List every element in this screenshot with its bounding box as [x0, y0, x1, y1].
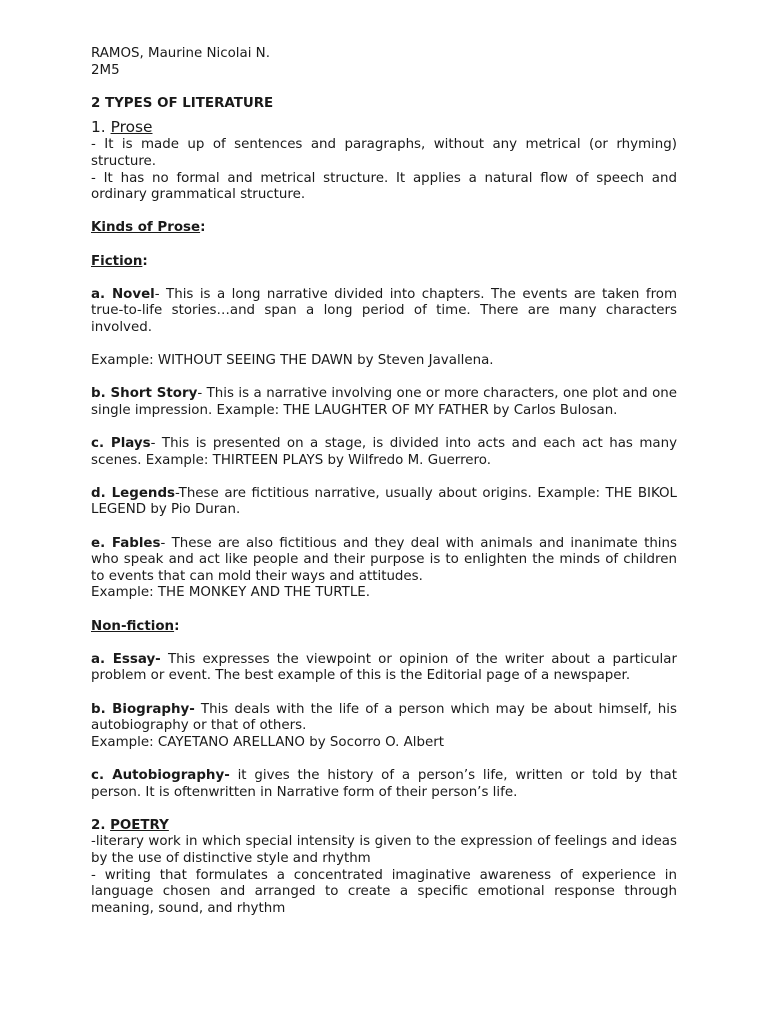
kinds-colon: : [200, 220, 206, 236]
kinds-of-prose-heading [91, 220, 677, 237]
item-label: d. Legends [91, 485, 176, 501]
item-text: - This is presented on a stage, is divided into acts and each act has many scenes. Example: THIRTEEN PLAYS by Wilfredo M. Guerrero. [91, 436, 677, 468]
item-label: c. Plays [91, 436, 151, 452]
nonfiction-item-autobiography [91, 768, 677, 801]
item-text: This expresses the viewpoint or opinion of the writer about a particular problem or event. The best example of this is the Editorial page of a newspaper. [91, 651, 677, 684]
item-label: c. Autobiography- [91, 767, 230, 783]
item-text: -These are fictitious narrative, usually about origins. Example: THE BIKOL LEGEND by Pio Duran. [91, 485, 677, 518]
prose-definition-1: - It is made up of sentences and paragraphs, without any metrical (or rhyming) structure. [91, 137, 677, 169]
prose-heading [91, 117, 677, 137]
novel-example: Example: WITHOUT SEEING THE DAWN by Steven Javallena. [91, 353, 494, 369]
kinds-of-prose-text: Kinds of Prose [91, 220, 201, 236]
fiction-heading [91, 254, 677, 271]
poetry-heading-text: POETRY [110, 817, 169, 833]
fiction-colon: : [142, 253, 148, 269]
prose-heading-text: Prose [110, 118, 153, 137]
nonfiction-colon: : [174, 618, 180, 634]
nonfiction-item-essay [91, 652, 677, 685]
nonfiction-heading [91, 619, 677, 636]
item-label: b. Short Story [91, 386, 198, 402]
fiction-item-novel [91, 287, 677, 337]
item-label: e. Fables [91, 535, 161, 551]
poetry-heading [91, 818, 677, 835]
nonfiction-item-biography [91, 702, 677, 735]
fiction-item-short-story [91, 386, 677, 419]
fiction-heading-text: Fiction [91, 253, 143, 269]
item-text: - This is a long narrative divided into chapters. The events are taken from true-to-life stories…and span a long period of time. There are many characters involved. [91, 286, 678, 335]
poetry-definition-2: - writing that formulates a concentrated imaginative awareness of experience in language chosen and arranged to create a specific emotional response through meaning, sound, and rhythm [91, 867, 677, 916]
document-title: 2 TYPES OF LITERATURE [91, 95, 274, 111]
poetry-number: 2. [91, 817, 111, 833]
item-text: This deals with the life of a person which may be about himself, his autobiography or that of others. [91, 701, 677, 734]
student-section: 2M5 [91, 62, 120, 78]
poetry-definition-1: -literary work in which special intensity is given to the expression of feelings and ideas by the use of distinctive style and rhythm [91, 834, 677, 866]
prose-number: 1. [91, 118, 111, 137]
item-label: a. Essay- [91, 651, 161, 667]
nonfiction-heading-text: Non-fiction [91, 618, 175, 634]
item-text: - These are also fictitious and they deal with animals and inanimate thins who speak and act like people and their purpose is to enlighten the minds of children to events that can mold their ways and attitudes. [91, 535, 677, 584]
item-text: - This is a narrative involving one or more characters, one plot and one single impression. Example: THE LAUGHTER OF MY FATHER by Carlos Bulosan. [91, 386, 677, 418]
prose-definition-2: - It has no formal and metrical structure. It applies a natural flow of speech and ordinary grammatical structure. [91, 170, 677, 203]
fiction-item-legends [91, 486, 677, 519]
fiction-item-fables [91, 536, 677, 586]
biography-example: Example: CAYETANO ARELLANO by Socorro O. Albert [91, 734, 444, 750]
document-content [91, 46, 677, 917]
fables-example: Example: THE MONKEY AND THE TURTLE. [91, 585, 370, 601]
item-text: it gives the history of a person’s life, written or told by that person. It is oftenwritten in Narrative form of their person’s life. [91, 767, 677, 800]
student-name: RAMOS, Maurine Nicolai N. [91, 46, 270, 61]
fiction-item-plays [91, 436, 677, 469]
item-label: b. Biography- [91, 701, 195, 717]
item-label: a. Novel [91, 286, 155, 302]
